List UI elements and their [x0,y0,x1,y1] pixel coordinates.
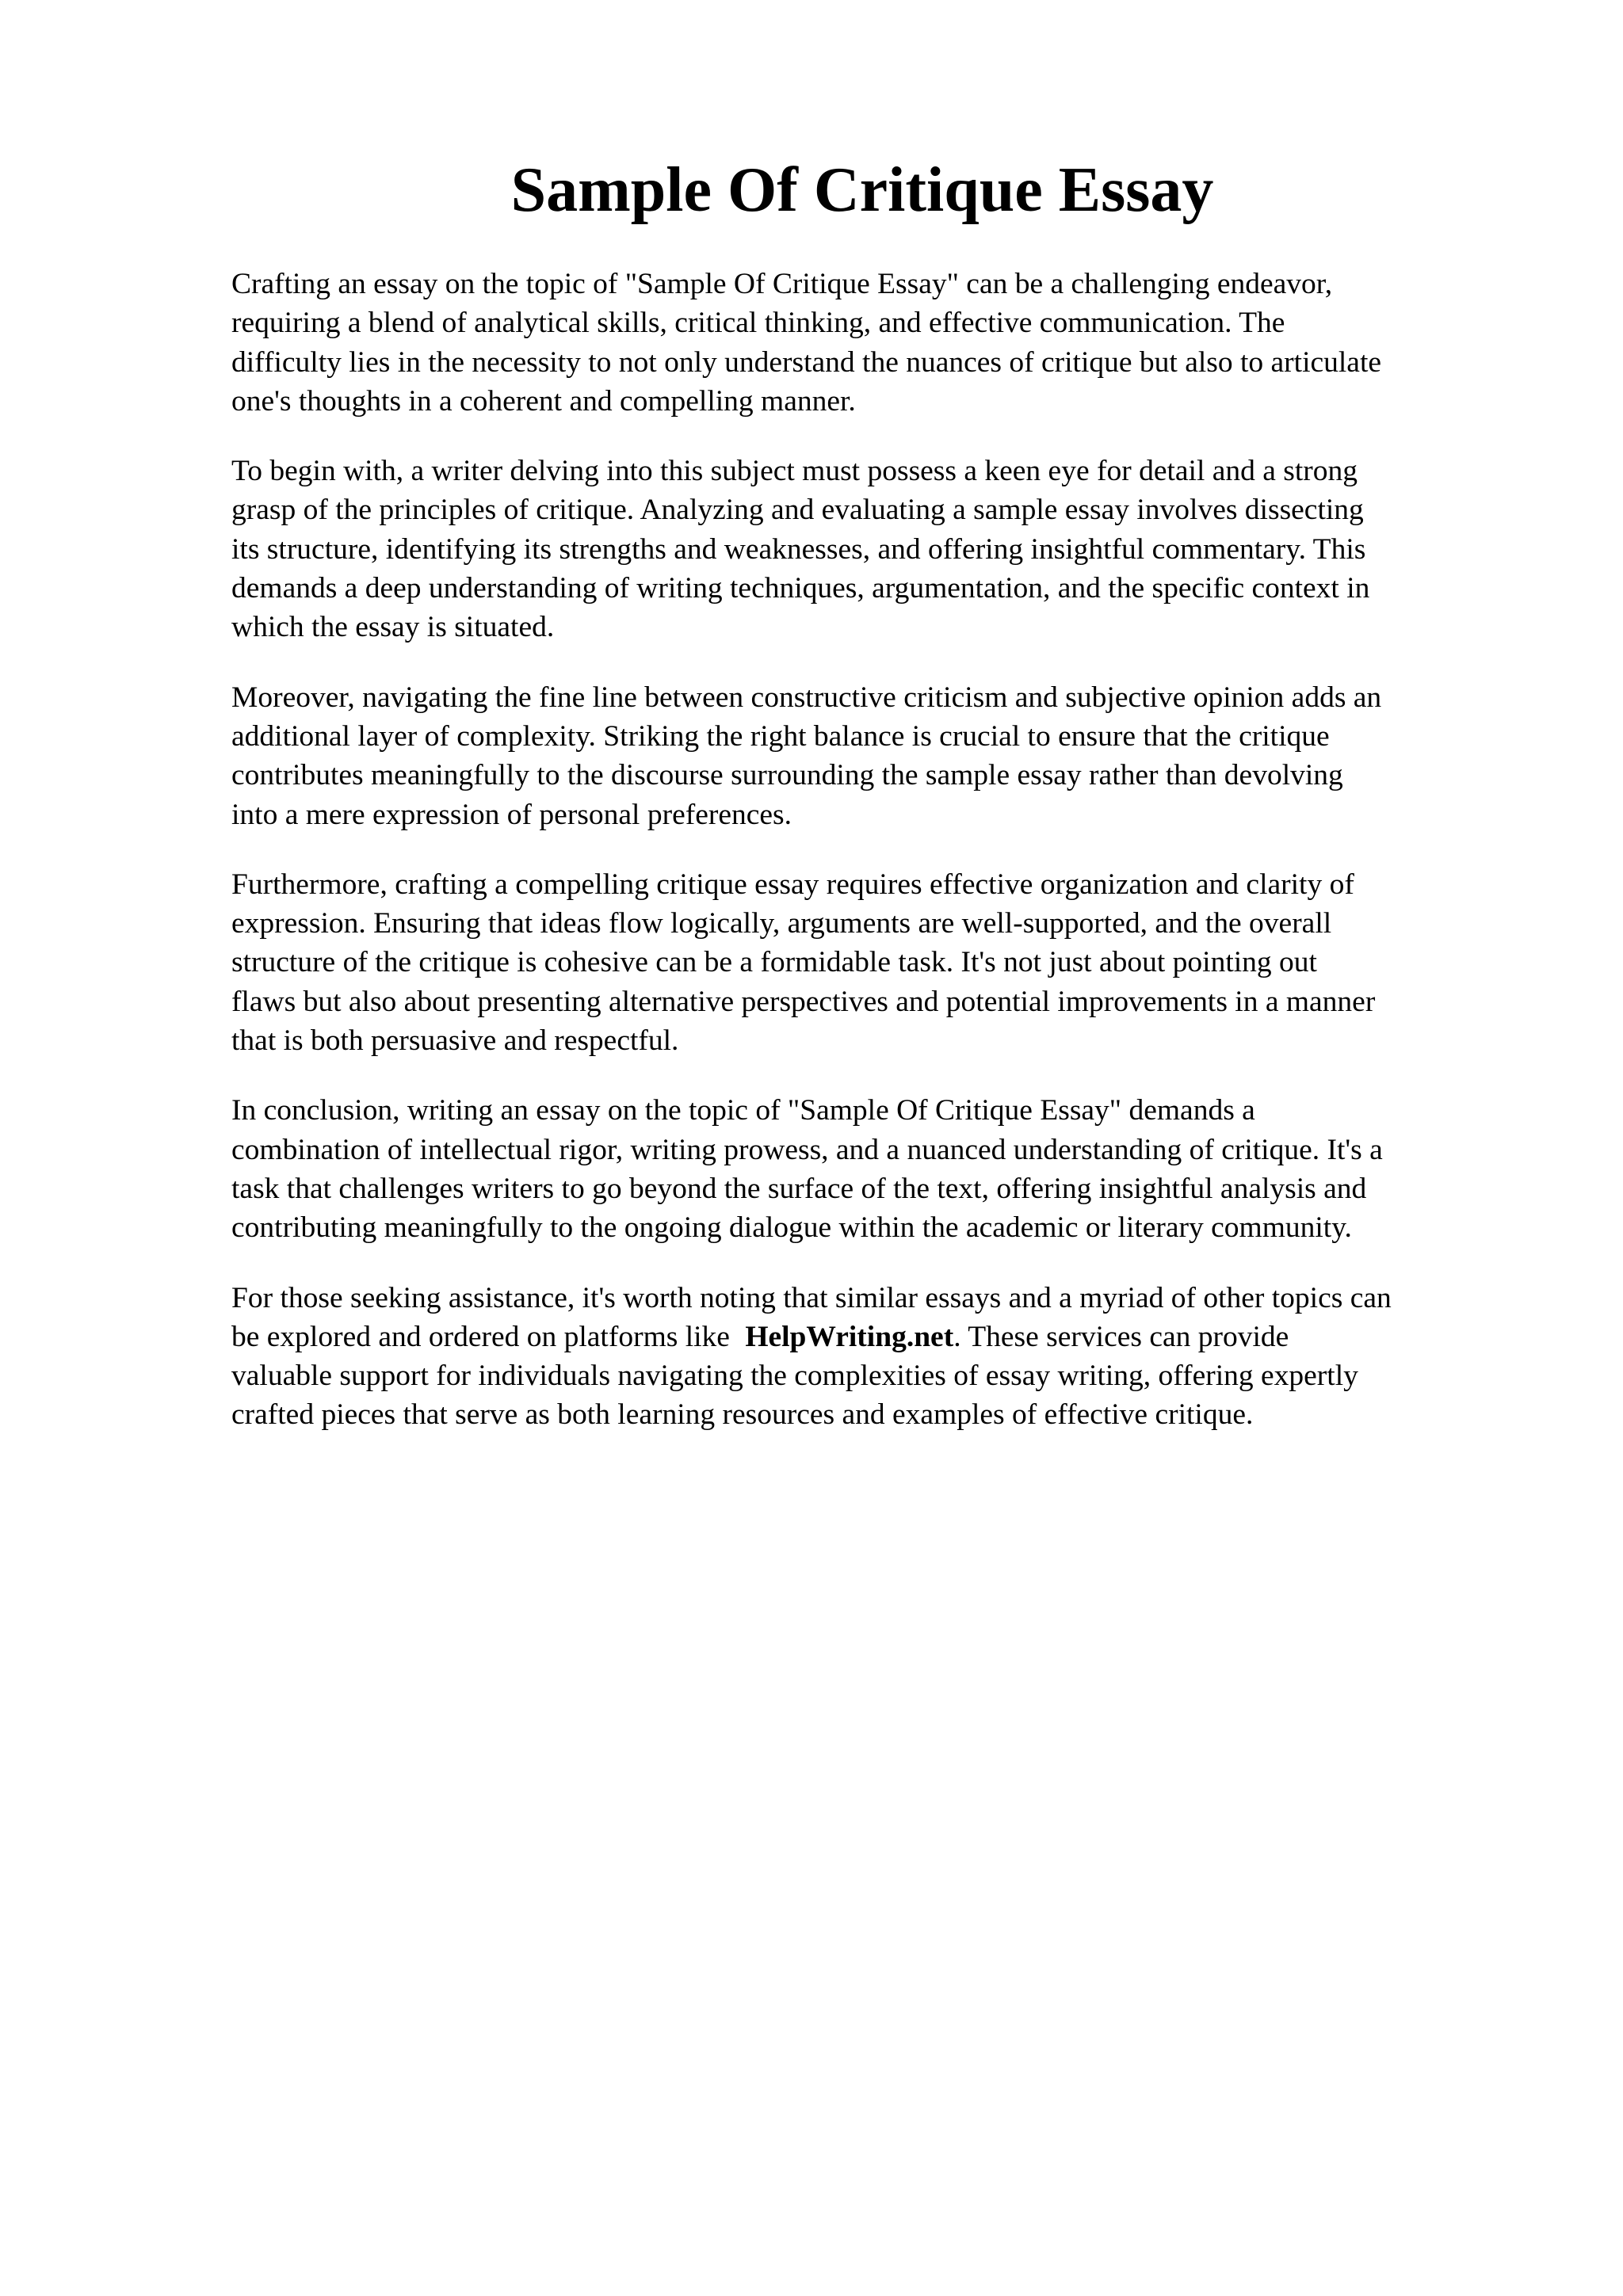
text-line: that is both persuasive and respectful. [231,1024,679,1058]
page-title: Sample Of Critique Essay [510,155,1214,225]
text-line: additional layer of complexity. Striking the right balance is crucial to ensure that the critique [231,719,1330,753]
paragraph-furthermore [231,865,1563,1060]
text-line: Moreover, navigating the fine line between constructive criticism and subjective opinion adds an [231,681,1382,714]
helpwriting-link[interactable]: HelpWriting.net [745,1320,954,1353]
text-line: into a mere expression of personal preferences. [231,798,792,831]
paragraph-moreover [231,678,1563,834]
paragraph-conclusion [231,1091,1563,1247]
essay-body [231,265,1563,1466]
text-line: Crafting an essay on the topic of "Sample Of Critique Essay" can be a challenging endeavor, [231,268,1333,300]
text-fragment: be explored and ordered on platforms like [231,1320,730,1353]
paragraph-intro [231,265,1563,421]
text-line: combination of intellectual rigor, writing prowess, and a nuanced understanding of critique. It's a [231,1133,1383,1166]
text-line: For those seeking assistance, it's worth noting that similar essays and a myriad of other topics can [231,1281,1392,1314]
text-line: task that challenges writers to go beyond the surface of the text, offering insightful analysis and [231,1172,1367,1205]
text-fragment: . These services can provide [953,1320,1289,1353]
text-line: Furthermore, crafting a compelling critique essay requires effective organization and clarity of [231,868,1354,901]
text-line: difficulty lies in the necessity to not only understand the nuances of critique but also to articulate [231,345,1382,379]
text-line: its structure, identifying its strengths and weaknesses, and offering insightful commentary. This [231,532,1366,566]
text-line: To begin with, a writer delving into this subject must possess a keen eye for detail and a strong [231,455,1358,488]
text-line: expression. Ensuring that ideas flow logically, arguments are well-supported, and the overall [231,907,1332,940]
text-line: valuable support for individuals navigating the complexities of essay writing, offering expertly [231,1360,1358,1393]
text-line: one's thoughts in a coherent and compelling manner. [231,384,856,418]
text-line: requiring a blend of analytical skills, critical thinking, and effective communication. The [231,307,1285,340]
text-line: contributing meaningfully to the ongoing dialogue within the academic or literary community. [231,1211,1352,1245]
text-line: In conclusion, writing an essay on the topic of "Sample Of Critique Essay" demands a [231,1094,1255,1127]
text-line: crafted pieces that serve as both learning resources and examples of effective critique. [231,1398,1254,1432]
paragraph-closing [231,1279,1563,1435]
text-line: flaws but also about presenting alternative perspectives and potential improvements in a manner [231,985,1376,1018]
paragraph-begin [231,452,1563,646]
text-line: contributes meaningfully to the discourse surrounding the sample essay rather than devolving [231,759,1343,792]
text-line: grasp of the principles of critique. Analyzing and evaluating a sample essay involves dissecting [231,494,1364,527]
text-line: which the essay is situated. [231,611,555,644]
text-line-with-link [231,1318,1563,1356]
text-line: structure of the critique is cohesive can be a formidable task. It's not just about pointing out [231,946,1317,979]
text-line: demands a deep understanding of writing techniques, argumentation, and the specific context in [231,572,1370,605]
